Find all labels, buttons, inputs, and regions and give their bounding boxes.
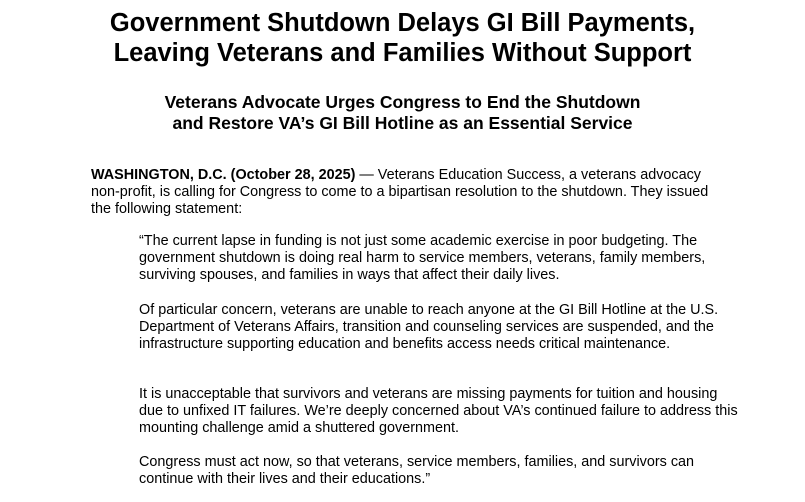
statement-paragraph-4: Congress must act now, so that veterans, service members, families, and survivors can continue with their lives and their educations.” (139, 454, 695, 487)
lead-paragraph (91, 167, 731, 218)
statement-paragraph-1: “The current lapse in funding is not just some academic exercise in poor budgeting. The government shutdown is doing real harm to service members, veterans, family members, surviving spouses, and families in ways that affect their daily lives. (139, 233, 706, 283)
headline-line-1: Government Shutdown Delays GI Bill Payments, (109, 9, 696, 37)
subheadline-line-1: Veterans Advocate Urges Congress to End the Shutdown (164, 92, 641, 112)
headline (0, 8, 805, 68)
statement-paragraph-3: It is unacceptable that survivors and veterans are missing payments for tuition and housing due to unfixed IT failures. We’re deeply concerned about VA’s continued failure to address this mounting challenge amid a shuttered government. (139, 386, 738, 436)
subheadline (0, 92, 805, 134)
lead-text: — Veterans Education Success, a veterans advocacy non-profit, is calling for Congress to come to a bipartisan resolution to the shutdown. They issued the following statement: (91, 167, 709, 217)
subheadline-line-2: and Restore VA’s GI Bill Hotline as an Essential Service (172, 113, 633, 133)
headline-line-2: Leaving Veterans and Families Without Support (113, 39, 692, 67)
dateline: WASHINGTON, D.C. (October 28, 2025) (91, 167, 356, 183)
statement-paragraph-2: Of particular concern, veterans are unable to reach anyone at the GI Bill Hotline at the U.S. Department of Veterans Affairs, transition and counseling services are suspended, and the infrastructure supporting education and benefits access needs critical maintenance. (139, 302, 719, 352)
